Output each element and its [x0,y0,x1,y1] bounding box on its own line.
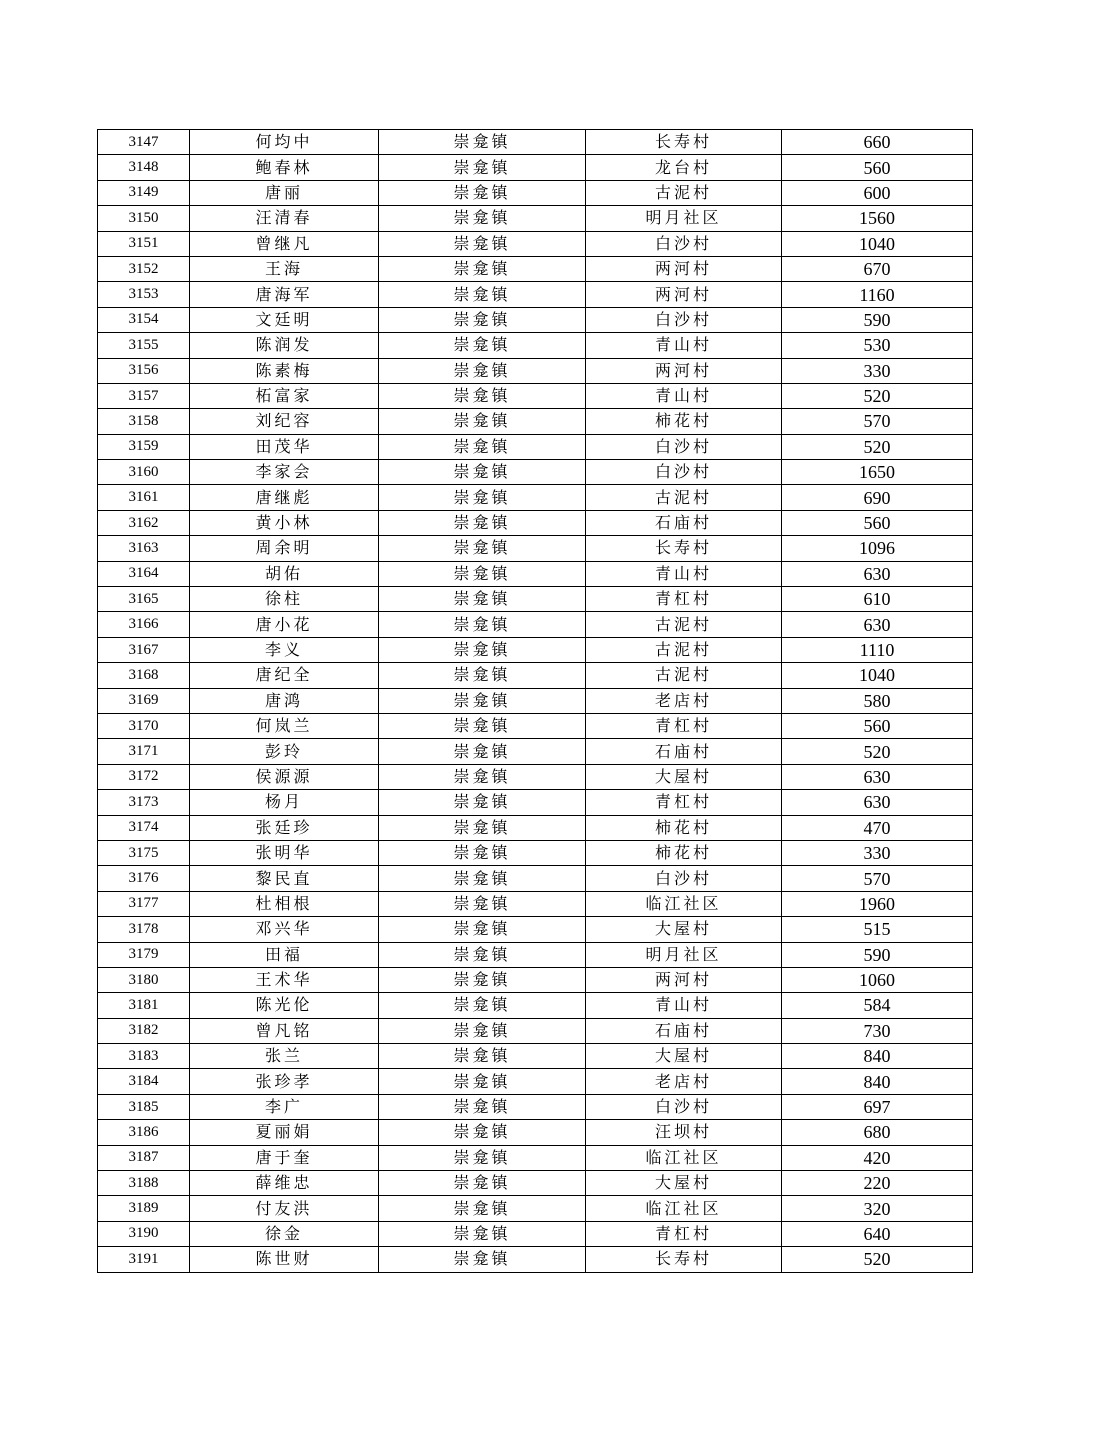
cell-town: 崇龛镇 [379,764,586,789]
cell-person-name: 张兰 [190,1044,379,1069]
table-row [98,155,973,180]
cell-amount: 1560 [782,206,973,231]
cell-amount: 1040 [782,663,973,688]
cell-town: 崇龛镇 [379,1120,586,1145]
table-row [98,688,973,713]
cell-town: 崇龛镇 [379,840,586,865]
cell-amount: 520 [782,1247,973,1272]
cell-amount: 584 [782,993,973,1018]
table-row [98,383,973,408]
cell-serial-number: 3187 [98,1145,190,1170]
cell-serial-number: 3172 [98,764,190,789]
cell-town: 崇龛镇 [379,1044,586,1069]
cell-amount: 470 [782,815,973,840]
cell-village: 两河村 [586,282,782,307]
table-row [98,1247,973,1272]
table-row [98,358,973,383]
cell-town: 崇龛镇 [379,358,586,383]
cell-village: 青山村 [586,333,782,358]
cell-village: 临江社区 [586,1196,782,1221]
table-row [98,206,973,231]
cell-serial-number: 3150 [98,206,190,231]
cell-town: 崇龛镇 [379,536,586,561]
cell-town: 崇龛镇 [379,739,586,764]
cell-village: 古泥村 [586,485,782,510]
table-row [98,1094,973,1119]
cell-village: 明月社区 [586,942,782,967]
cell-person-name: 刘纪容 [190,409,379,434]
cell-serial-number: 3179 [98,942,190,967]
cell-village: 青杠村 [586,790,782,815]
cell-town: 崇龛镇 [379,155,586,180]
cell-village: 龙台村 [586,155,782,180]
cell-amount: 320 [782,1196,973,1221]
cell-serial-number: 3171 [98,739,190,764]
cell-person-name: 黄小林 [190,510,379,535]
table-row [98,713,973,738]
cell-village: 长寿村 [586,1247,782,1272]
cell-town: 崇龛镇 [379,561,586,586]
cell-town: 崇龛镇 [379,713,586,738]
cell-serial-number: 3149 [98,180,190,205]
cell-amount: 530 [782,333,973,358]
cell-town: 崇龛镇 [379,866,586,891]
cell-amount: 570 [782,409,973,434]
cell-amount: 630 [782,561,973,586]
cell-town: 崇龛镇 [379,917,586,942]
cell-serial-number: 3158 [98,409,190,434]
cell-amount: 420 [782,1145,973,1170]
cell-town: 崇龛镇 [379,942,586,967]
table-row [98,307,973,332]
cell-town: 崇龛镇 [379,1145,586,1170]
cell-person-name: 陈润发 [190,333,379,358]
cell-serial-number: 3153 [98,282,190,307]
cell-village: 石庙村 [586,1018,782,1043]
cell-person-name: 夏丽娟 [190,1120,379,1145]
cell-amount: 697 [782,1094,973,1119]
cell-person-name: 文廷明 [190,307,379,332]
cell-village: 长寿村 [586,130,782,155]
cell-serial-number: 3157 [98,383,190,408]
cell-amount: 610 [782,587,973,612]
cell-amount: 590 [782,307,973,332]
cell-serial-number: 3151 [98,231,190,256]
cell-amount: 520 [782,434,973,459]
cell-amount: 670 [782,256,973,281]
cell-serial-number: 3168 [98,663,190,688]
cell-serial-number: 3161 [98,485,190,510]
cell-amount: 690 [782,485,973,510]
cell-person-name: 田茂华 [190,434,379,459]
cell-serial-number: 3155 [98,333,190,358]
cell-person-name: 侯源源 [190,764,379,789]
table-row [98,333,973,358]
cell-village: 青山村 [586,993,782,1018]
cell-person-name: 张明华 [190,840,379,865]
cell-serial-number: 3147 [98,130,190,155]
table-row [98,840,973,865]
cell-town: 崇龛镇 [379,663,586,688]
cell-town: 崇龛镇 [379,1069,586,1094]
cell-town: 崇龛镇 [379,587,586,612]
cell-town: 崇龛镇 [379,1247,586,1272]
cell-village: 老店村 [586,1069,782,1094]
cell-village: 古泥村 [586,612,782,637]
table-row [98,536,973,561]
cell-amount: 220 [782,1171,973,1196]
cell-village: 长寿村 [586,536,782,561]
cell-village: 大屋村 [586,1171,782,1196]
cell-amount: 515 [782,917,973,942]
table-row [98,942,973,967]
cell-serial-number: 3185 [98,1094,190,1119]
table-row [98,815,973,840]
cell-serial-number: 3170 [98,713,190,738]
cell-amount: 560 [782,713,973,738]
cell-serial-number: 3154 [98,307,190,332]
cell-amount: 730 [782,1018,973,1043]
cell-person-name: 唐海军 [190,282,379,307]
cell-amount: 1650 [782,460,973,485]
cell-town: 崇龛镇 [379,434,586,459]
cell-person-name: 徐金 [190,1221,379,1246]
cell-serial-number: 3184 [98,1069,190,1094]
cell-amount: 640 [782,1221,973,1246]
cell-person-name: 唐小花 [190,612,379,637]
cell-town: 崇龛镇 [379,256,586,281]
cell-town: 崇龛镇 [379,180,586,205]
cell-serial-number: 3191 [98,1247,190,1272]
cell-serial-number: 3189 [98,1196,190,1221]
cell-person-name: 柘富家 [190,383,379,408]
cell-serial-number: 3162 [98,510,190,535]
cell-town: 崇龛镇 [379,688,586,713]
table-row [98,130,973,155]
table-row [98,231,973,256]
cell-person-name: 唐继彪 [190,485,379,510]
cell-serial-number: 3152 [98,256,190,281]
cell-serial-number: 3166 [98,612,190,637]
cell-village: 临江社区 [586,891,782,916]
cell-town: 崇龛镇 [379,993,586,1018]
cell-person-name: 张珍孝 [190,1069,379,1094]
cell-amount: 560 [782,510,973,535]
cell-serial-number: 3174 [98,815,190,840]
cell-town: 崇龛镇 [379,815,586,840]
cell-person-name: 王海 [190,256,379,281]
cell-village: 古泥村 [586,180,782,205]
table-row [98,764,973,789]
cell-person-name: 何岚兰 [190,713,379,738]
cell-person-name: 陈素梅 [190,358,379,383]
cell-serial-number: 3180 [98,967,190,992]
table-row [98,180,973,205]
table-row [98,1018,973,1043]
cell-person-name: 李广 [190,1094,379,1119]
cell-serial-number: 3178 [98,917,190,942]
cell-amount: 1960 [782,891,973,916]
cell-person-name: 付友洪 [190,1196,379,1221]
cell-amount: 580 [782,688,973,713]
table-row [98,1044,973,1069]
cell-person-name: 李家会 [190,460,379,485]
cell-village: 青杠村 [586,587,782,612]
cell-amount: 840 [782,1069,973,1094]
table-row [98,1145,973,1170]
cell-person-name: 唐于奎 [190,1145,379,1170]
table-row [98,866,973,891]
cell-person-name: 彭玲 [190,739,379,764]
cell-serial-number: 3164 [98,561,190,586]
cell-village: 青山村 [586,561,782,586]
table-row [98,891,973,916]
cell-village: 古泥村 [586,663,782,688]
cell-town: 崇龛镇 [379,282,586,307]
cell-person-name: 何均中 [190,130,379,155]
cell-serial-number: 3173 [98,790,190,815]
cell-town: 崇龛镇 [379,1094,586,1119]
cell-village: 汪坝村 [586,1120,782,1145]
cell-serial-number: 3156 [98,358,190,383]
cell-town: 崇龛镇 [379,967,586,992]
cell-amount: 1096 [782,536,973,561]
cell-person-name: 唐丽 [190,180,379,205]
cell-town: 崇龛镇 [379,1221,586,1246]
cell-village: 大屋村 [586,764,782,789]
cell-town: 崇龛镇 [379,307,586,332]
cell-serial-number: 3177 [98,891,190,916]
cell-village: 青杠村 [586,713,782,738]
cell-village: 老店村 [586,688,782,713]
cell-person-name: 杜相根 [190,891,379,916]
cell-village: 白沙村 [586,460,782,485]
cell-amount: 520 [782,739,973,764]
cell-village: 大屋村 [586,917,782,942]
table-row [98,510,973,535]
cell-person-name: 徐柱 [190,587,379,612]
table-row [98,1196,973,1221]
cell-amount: 570 [782,866,973,891]
cell-person-name: 薛维忠 [190,1171,379,1196]
table-row [98,282,973,307]
cell-person-name: 杨月 [190,790,379,815]
cell-town: 崇龛镇 [379,637,586,662]
cell-person-name: 唐鸿 [190,688,379,713]
cell-village: 两河村 [586,967,782,992]
cell-town: 崇龛镇 [379,510,586,535]
cell-serial-number: 3182 [98,1018,190,1043]
cell-village: 明月社区 [586,206,782,231]
table-row [98,790,973,815]
cell-person-name: 汪清春 [190,206,379,231]
table-row [98,967,973,992]
cell-town: 崇龛镇 [379,460,586,485]
cell-town: 崇龛镇 [379,130,586,155]
cell-serial-number: 3190 [98,1221,190,1246]
table-row [98,1069,973,1094]
cell-person-name: 周余明 [190,536,379,561]
cell-village: 柿花村 [586,409,782,434]
cell-serial-number: 3181 [98,993,190,1018]
data-table-body [98,130,973,1273]
cell-town: 崇龛镇 [379,891,586,916]
cell-village: 两河村 [586,358,782,383]
cell-town: 崇龛镇 [379,1171,586,1196]
cell-serial-number: 3165 [98,587,190,612]
cell-town: 崇龛镇 [379,383,586,408]
cell-town: 崇龛镇 [379,206,586,231]
cell-serial-number: 3186 [98,1120,190,1145]
cell-village: 白沙村 [586,866,782,891]
cell-amount: 660 [782,130,973,155]
table-row [98,561,973,586]
cell-amount: 1110 [782,637,973,662]
cell-amount: 1040 [782,231,973,256]
cell-village: 大屋村 [586,1044,782,1069]
table-row [98,993,973,1018]
cell-amount: 680 [782,1120,973,1145]
cell-town: 崇龛镇 [379,790,586,815]
table-row [98,663,973,688]
table-row [98,587,973,612]
cell-serial-number: 3176 [98,866,190,891]
cell-village: 石庙村 [586,739,782,764]
cell-town: 崇龛镇 [379,612,586,637]
cell-village: 石庙村 [586,510,782,535]
table-row [98,460,973,485]
table-row [98,612,973,637]
cell-village: 临江社区 [586,1145,782,1170]
cell-serial-number: 3160 [98,460,190,485]
table-row [98,1221,973,1246]
cell-amount: 1160 [782,282,973,307]
cell-village: 白沙村 [586,1094,782,1119]
cell-person-name: 曾凡铭 [190,1018,379,1043]
table-row [98,409,973,434]
data-table [97,129,973,1273]
cell-person-name: 陈世财 [190,1247,379,1272]
cell-serial-number: 3175 [98,840,190,865]
cell-person-name: 李义 [190,637,379,662]
cell-person-name: 陈光伦 [190,993,379,1018]
cell-town: 崇龛镇 [379,333,586,358]
cell-person-name: 胡佑 [190,561,379,586]
cell-serial-number: 3169 [98,688,190,713]
cell-village: 青杠村 [586,1221,782,1246]
cell-amount: 330 [782,358,973,383]
cell-amount: 1060 [782,967,973,992]
cell-town: 崇龛镇 [379,231,586,256]
cell-serial-number: 3188 [98,1171,190,1196]
cell-village: 白沙村 [586,231,782,256]
cell-town: 崇龛镇 [379,485,586,510]
cell-village: 两河村 [586,256,782,281]
cell-person-name: 王术华 [190,967,379,992]
cell-amount: 840 [782,1044,973,1069]
cell-village: 白沙村 [586,434,782,459]
cell-amount: 520 [782,383,973,408]
cell-village: 古泥村 [586,637,782,662]
cell-serial-number: 3163 [98,536,190,561]
table-row [98,1171,973,1196]
table-row [98,739,973,764]
cell-person-name: 唐纪全 [190,663,379,688]
cell-village: 柿花村 [586,840,782,865]
cell-town: 崇龛镇 [379,1196,586,1221]
table-row [98,434,973,459]
table-row [98,917,973,942]
table-row [98,256,973,281]
cell-amount: 330 [782,840,973,865]
cell-village: 柿花村 [586,815,782,840]
cell-town: 崇龛镇 [379,409,586,434]
cell-person-name: 鲍春林 [190,155,379,180]
cell-serial-number: 3183 [98,1044,190,1069]
table-row [98,485,973,510]
cell-person-name: 邓兴华 [190,917,379,942]
table-row [98,1120,973,1145]
cell-person-name: 张廷珍 [190,815,379,840]
cell-amount: 630 [782,790,973,815]
cell-serial-number: 3167 [98,637,190,662]
cell-amount: 560 [782,155,973,180]
cell-amount: 630 [782,764,973,789]
table-row [98,637,973,662]
cell-town: 崇龛镇 [379,1018,586,1043]
cell-amount: 590 [782,942,973,967]
cell-amount: 630 [782,612,973,637]
cell-person-name: 曾继凡 [190,231,379,256]
cell-amount: 600 [782,180,973,205]
cell-person-name: 黎民直 [190,866,379,891]
cell-serial-number: 3159 [98,434,190,459]
cell-village: 白沙村 [586,307,782,332]
cell-village: 青山村 [586,383,782,408]
cell-serial-number: 3148 [98,155,190,180]
cell-person-name: 田福 [190,942,379,967]
